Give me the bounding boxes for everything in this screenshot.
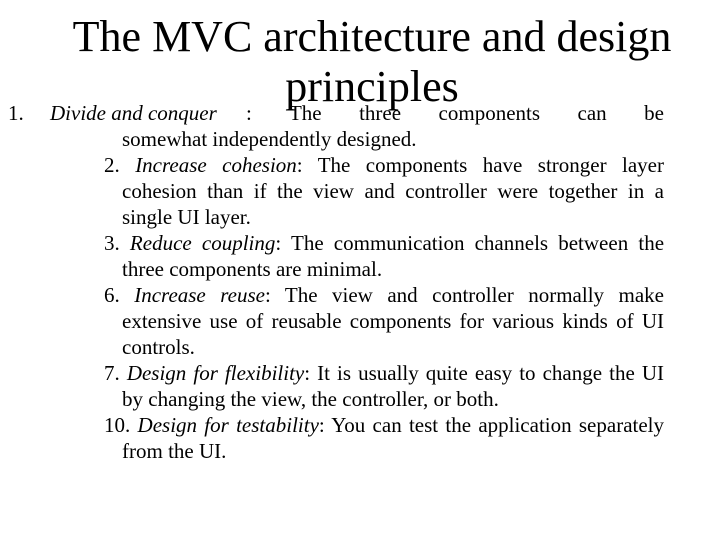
principle-1-text: : The three components can be bbox=[246, 101, 664, 125]
principle-text: : It is usually quite easy to change the UI by changing the view, the controller, or both. bbox=[122, 361, 664, 411]
slide-title-line-1: The MVC architecture and design bbox=[72, 12, 672, 61]
principle-1-text-cont: somewhat independently designed. bbox=[122, 127, 417, 151]
principle-term: Design for testability bbox=[137, 413, 319, 437]
principle-number: 6. bbox=[104, 283, 120, 307]
principle-number: 10. bbox=[104, 413, 131, 437]
slide-title-line-2: principles bbox=[285, 62, 459, 111]
principle-number: 2. bbox=[104, 153, 120, 177]
principle-item-6 bbox=[104, 282, 664, 360]
principle-number: 7. bbox=[104, 361, 120, 385]
principle-term: Increase reuse bbox=[134, 283, 265, 307]
principle-term: Design for flexibility bbox=[126, 361, 305, 385]
principle-1-number: 1. bbox=[8, 101, 24, 125]
principles-list-rest bbox=[104, 152, 664, 464]
principle-1-term: Divide and conquer bbox=[50, 101, 217, 125]
principle-item-7 bbox=[104, 360, 664, 412]
principle-item-10 bbox=[104, 412, 664, 464]
principle-term: Increase cohesion bbox=[135, 153, 297, 177]
principle-term: Reduce coupling bbox=[129, 231, 276, 255]
slide-title bbox=[0, 12, 720, 112]
principle-text: : The communication channels between the three components are minimal. bbox=[122, 231, 665, 281]
principle-number: 3. bbox=[104, 231, 120, 255]
principle-item-2 bbox=[104, 152, 664, 230]
principle-item-3 bbox=[104, 230, 664, 282]
principle-text: : The components have stronger layer cohesion than if the view and controller were together in a single UI layer. bbox=[122, 153, 664, 229]
principle-text: : You can test the application separately from the UI. bbox=[122, 413, 665, 463]
principle-text: : The view and controller normally make extensive use of reusable components for various kinds of UI controls. bbox=[122, 283, 665, 359]
